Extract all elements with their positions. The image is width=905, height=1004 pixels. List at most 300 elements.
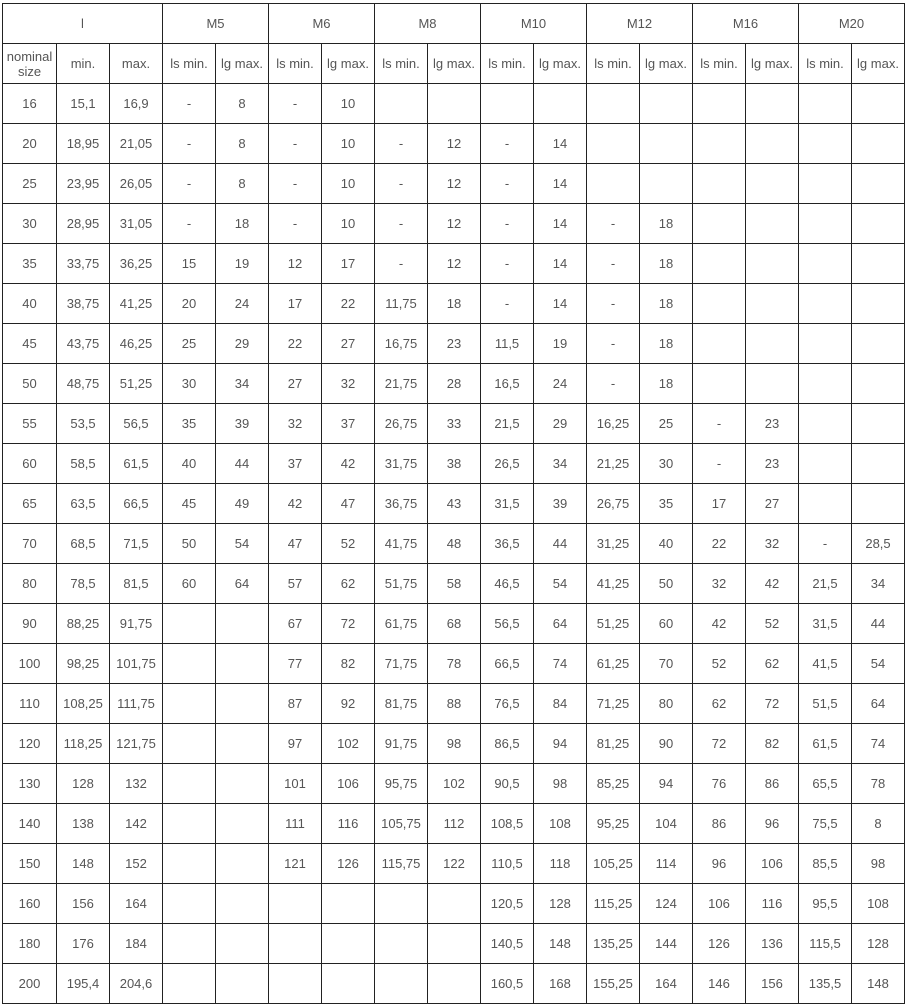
table-cell: 41,75 <box>375 524 428 564</box>
table-cell: 95,75 <box>375 764 428 804</box>
table-cell: 184 <box>110 924 163 964</box>
table-cell: 115,5 <box>799 924 852 964</box>
table-cell: 68,5 <box>57 524 110 564</box>
column-header: ls min. <box>375 44 428 84</box>
table-cell: - <box>587 364 640 404</box>
table-cell: 92 <box>322 684 375 724</box>
table-cell <box>216 684 269 724</box>
table-cell: 57 <box>269 564 322 604</box>
table-row <box>3 644 905 684</box>
table-cell: 39 <box>534 484 587 524</box>
table-cell: 40 <box>640 524 693 564</box>
table-cell: 31,5 <box>799 604 852 644</box>
table-cell: 37 <box>322 404 375 444</box>
table-cell: 64 <box>534 604 587 644</box>
table-cell: 16,25 <box>587 404 640 444</box>
table-cell: 10 <box>322 204 375 244</box>
table-cell: 90 <box>640 724 693 764</box>
table-cell <box>852 244 905 284</box>
header-m16: M16 <box>693 4 799 44</box>
table-cell: 115,75 <box>375 844 428 884</box>
table-cell: 22 <box>269 324 322 364</box>
table-cell: 28 <box>428 364 481 404</box>
table-cell <box>322 924 375 964</box>
table-cell: 124 <box>640 884 693 924</box>
table-cell <box>799 364 852 404</box>
table-cell: 60 <box>640 604 693 644</box>
table-cell: 38,75 <box>57 284 110 324</box>
table-cell: - <box>269 124 322 164</box>
table-cell: 54 <box>534 564 587 604</box>
table-cell: 87 <box>269 684 322 724</box>
table-cell: 70 <box>640 644 693 684</box>
column-header: ls min. <box>587 44 640 84</box>
table-cell: 42 <box>693 604 746 644</box>
table-row <box>3 484 905 524</box>
table-cell: 97 <box>269 724 322 764</box>
table-cell <box>799 284 852 324</box>
table-cell: 26,5 <box>481 444 534 484</box>
table-cell: 112 <box>428 804 481 844</box>
table-cell: 18 <box>640 364 693 404</box>
table-cell: 54 <box>852 644 905 684</box>
table-row <box>3 924 905 964</box>
table-cell: 23,95 <box>57 164 110 204</box>
table-cell: 46,25 <box>110 324 163 364</box>
table-cell <box>322 964 375 1004</box>
table-cell <box>216 644 269 684</box>
table-cell: 12 <box>428 124 481 164</box>
table-cell: - <box>163 124 216 164</box>
table-cell: 47 <box>269 524 322 564</box>
table-cell <box>269 884 322 924</box>
table-cell <box>799 444 852 484</box>
nominal-size-cell: 45 <box>3 324 57 364</box>
table-cell: 101 <box>269 764 322 804</box>
table-cell: - <box>587 284 640 324</box>
table-cell <box>746 164 799 204</box>
table-cell: - <box>481 124 534 164</box>
nominal-size-cell: 25 <box>3 164 57 204</box>
table-cell <box>163 724 216 764</box>
table-cell: 156 <box>57 884 110 924</box>
table-cell: - <box>269 84 322 124</box>
table-cell: 138 <box>57 804 110 844</box>
table-cell: 17 <box>322 244 375 284</box>
table-cell: 48 <box>428 524 481 564</box>
table-cell <box>269 924 322 964</box>
table-cell: 86 <box>693 804 746 844</box>
table-cell: 14 <box>534 244 587 284</box>
table-cell: 18 <box>216 204 269 244</box>
table-cell: 19 <box>216 244 269 284</box>
table-cell: 85,5 <box>799 844 852 884</box>
column-header: min. <box>57 44 110 84</box>
table-cell <box>746 204 799 244</box>
table-cell: 50 <box>640 564 693 604</box>
table-cell: 12 <box>428 244 481 284</box>
table-cell <box>322 884 375 924</box>
table-cell: 120,5 <box>481 884 534 924</box>
table-cell <box>693 204 746 244</box>
table-cell: 71,5 <box>110 524 163 564</box>
table-cell: 84 <box>534 684 587 724</box>
nominal-size-cell: 60 <box>3 444 57 484</box>
table-cell: - <box>375 204 428 244</box>
table-cell <box>640 124 693 164</box>
table-cell: 11,75 <box>375 284 428 324</box>
header-m20: M20 <box>799 4 905 44</box>
table-cell: 43,75 <box>57 324 110 364</box>
table-cell: 31,75 <box>375 444 428 484</box>
table-cell: 102 <box>322 724 375 764</box>
table-cell: 31,5 <box>481 484 534 524</box>
table-cell: 26,75 <box>587 484 640 524</box>
column-header-nominal-size: nominal size <box>3 44 57 84</box>
table-cell: 102 <box>428 764 481 804</box>
table-cell <box>799 84 852 124</box>
table-cell <box>746 364 799 404</box>
table-cell: 74 <box>534 644 587 684</box>
table-cell: 28,95 <box>57 204 110 244</box>
table-cell <box>163 924 216 964</box>
table-cell <box>746 244 799 284</box>
table-row <box>3 564 905 604</box>
header-m12: M12 <box>587 4 693 44</box>
table-cell: 38 <box>428 444 481 484</box>
table-cell: 24 <box>216 284 269 324</box>
table-cell: 12 <box>428 204 481 244</box>
table-cell: 42 <box>322 444 375 484</box>
table-cell: 71,25 <box>587 684 640 724</box>
table-cell: - <box>481 244 534 284</box>
table-cell: 30 <box>640 444 693 484</box>
table-cell: 31,05 <box>110 204 163 244</box>
nominal-size-cell: 50 <box>3 364 57 404</box>
table-cell: - <box>163 84 216 124</box>
nominal-size-cell: 120 <box>3 724 57 764</box>
table-cell: 51,25 <box>110 364 163 404</box>
table-cell <box>852 284 905 324</box>
table-row <box>3 444 905 484</box>
table-cell: 56,5 <box>110 404 163 444</box>
table-cell: 32 <box>322 364 375 404</box>
nominal-size-cell: 55 <box>3 404 57 444</box>
table-cell: 136 <box>746 924 799 964</box>
table-cell <box>852 324 905 364</box>
table-cell: 65,5 <box>799 764 852 804</box>
table-cell: 148 <box>852 964 905 1004</box>
table-cell: 31,25 <box>587 524 640 564</box>
table-cell <box>481 84 534 124</box>
table-cell <box>163 684 216 724</box>
nominal-size-cell: 110 <box>3 684 57 724</box>
table-cell: - <box>269 204 322 244</box>
column-header: lg max. <box>322 44 375 84</box>
table-cell: 8 <box>216 84 269 124</box>
column-header: lg max. <box>640 44 693 84</box>
table-cell: 78 <box>852 764 905 804</box>
column-header: lg max. <box>216 44 269 84</box>
table-cell: 15,1 <box>57 84 110 124</box>
table-cell: 78,5 <box>57 564 110 604</box>
table-cell: - <box>693 404 746 444</box>
table-row <box>3 204 905 244</box>
table-cell: - <box>587 244 640 284</box>
table-cell <box>799 484 852 524</box>
table-cell: 72 <box>322 604 375 644</box>
table-cell: 14 <box>534 204 587 244</box>
table-cell <box>216 924 269 964</box>
table-row <box>3 884 905 924</box>
table-cell: 126 <box>322 844 375 884</box>
table-cell: 148 <box>534 924 587 964</box>
table-cell <box>746 284 799 324</box>
table-cell: 110,5 <box>481 844 534 884</box>
table-cell: 126 <box>693 924 746 964</box>
table-cell <box>852 84 905 124</box>
table-cell: 86 <box>746 764 799 804</box>
table-cell: 23 <box>746 404 799 444</box>
table-cell <box>799 204 852 244</box>
table-cell: 30 <box>163 364 216 404</box>
nominal-size-cell: 140 <box>3 804 57 844</box>
nominal-size-cell: 130 <box>3 764 57 804</box>
table-cell: 18,95 <box>57 124 110 164</box>
table-cell: - <box>269 164 322 204</box>
table-cell: 148 <box>57 844 110 884</box>
table-cell: 176 <box>57 924 110 964</box>
dimension-table <box>2 3 905 1004</box>
table-cell: 52 <box>746 604 799 644</box>
table-cell: 85,25 <box>587 764 640 804</box>
table-cell: 72 <box>746 684 799 724</box>
table-cell <box>375 84 428 124</box>
table-cell: 146 <box>693 964 746 1004</box>
table-row <box>3 724 905 764</box>
table-cell: 33,75 <box>57 244 110 284</box>
table-cell: 78 <box>428 644 481 684</box>
table-cell: 24 <box>534 364 587 404</box>
table-cell: 16,9 <box>110 84 163 124</box>
table-cell: 114 <box>640 844 693 884</box>
nominal-size-cell: 160 <box>3 884 57 924</box>
table-row <box>3 404 905 444</box>
table-cell: 18 <box>640 324 693 364</box>
table-cell: 98 <box>534 764 587 804</box>
table-cell: 95,5 <box>799 884 852 924</box>
column-header: ls min. <box>269 44 322 84</box>
table-cell: 62 <box>322 564 375 604</box>
table-cell: 76,5 <box>481 684 534 724</box>
table-cell: 21,5 <box>481 404 534 444</box>
table-cell: 128 <box>852 924 905 964</box>
table-cell: 18 <box>428 284 481 324</box>
column-header: ls min. <box>481 44 534 84</box>
nominal-size-cell: 35 <box>3 244 57 284</box>
table-cell: 88 <box>428 684 481 724</box>
table-cell: 32 <box>693 564 746 604</box>
table-cell: 12 <box>428 164 481 204</box>
table-cell <box>428 964 481 1004</box>
table-cell: 8 <box>216 124 269 164</box>
table-cell <box>693 244 746 284</box>
table-cell: 14 <box>534 284 587 324</box>
table-cell <box>799 164 852 204</box>
table-cell: 21,5 <box>799 564 852 604</box>
table-cell <box>216 844 269 884</box>
table-cell: 53,5 <box>57 404 110 444</box>
table-cell: 74 <box>852 724 905 764</box>
table-cell: 41,5 <box>799 644 852 684</box>
table-cell: 61,5 <box>799 724 852 764</box>
table-cell: 142 <box>110 804 163 844</box>
table-cell <box>163 644 216 684</box>
table-cell: 96 <box>746 804 799 844</box>
table-row <box>3 84 905 124</box>
table-cell: 34 <box>216 364 269 404</box>
nominal-size-cell: 200 <box>3 964 57 1004</box>
table-cell: 61,75 <box>375 604 428 644</box>
table-cell: 132 <box>110 764 163 804</box>
table-cell <box>799 404 852 444</box>
table-cell: 36,25 <box>110 244 163 284</box>
table-cell: 72 <box>693 724 746 764</box>
table-cell: 20 <box>163 284 216 324</box>
table-cell: 10 <box>322 124 375 164</box>
table-cell <box>163 884 216 924</box>
table-cell: 64 <box>852 684 905 724</box>
table-cell: 60 <box>163 564 216 604</box>
table-cell <box>746 84 799 124</box>
header-length: l <box>3 4 163 44</box>
table-cell <box>163 844 216 884</box>
table-cell: 71,75 <box>375 644 428 684</box>
table-cell: 21,25 <box>587 444 640 484</box>
table-row <box>3 364 905 404</box>
table-cell: 26,75 <box>375 404 428 444</box>
table-cell <box>852 124 905 164</box>
table-cell: 82 <box>746 724 799 764</box>
table-cell: 116 <box>322 804 375 844</box>
table-cell: 34 <box>852 564 905 604</box>
table-cell <box>640 164 693 204</box>
table-cell: 95,25 <box>587 804 640 844</box>
table-cell: 35 <box>640 484 693 524</box>
table-cell: - <box>481 164 534 204</box>
table-cell: 155,25 <box>587 964 640 1004</box>
table-cell: 37 <box>269 444 322 484</box>
table-cell: 63,5 <box>57 484 110 524</box>
table-cell: 49 <box>216 484 269 524</box>
table-cell: 82 <box>322 644 375 684</box>
table-cell <box>587 84 640 124</box>
table-cell: 168 <box>534 964 587 1004</box>
table-cell: - <box>587 204 640 244</box>
table-cell: 33 <box>428 404 481 444</box>
table-cell: 108 <box>852 884 905 924</box>
table-cell <box>428 924 481 964</box>
table-cell <box>428 884 481 924</box>
nominal-size-cell: 40 <box>3 284 57 324</box>
table-cell: 25 <box>163 324 216 364</box>
nominal-size-cell: 90 <box>3 604 57 644</box>
nominal-size-cell: 20 <box>3 124 57 164</box>
table-cell: 91,75 <box>375 724 428 764</box>
table-cell: 34 <box>534 444 587 484</box>
table-cell: 118 <box>534 844 587 884</box>
table-cell: 35 <box>163 404 216 444</box>
header-m10: M10 <box>481 4 587 44</box>
table-cell: 25 <box>640 404 693 444</box>
table-cell <box>852 164 905 204</box>
table-cell: 111,75 <box>110 684 163 724</box>
table-row <box>3 524 905 564</box>
table-row <box>3 804 905 844</box>
table-cell: 195,4 <box>57 964 110 1004</box>
table-cell: 67 <box>269 604 322 644</box>
table-cell: - <box>375 244 428 284</box>
table-row <box>3 164 905 204</box>
table-row <box>3 964 905 1004</box>
table-row <box>3 244 905 284</box>
table-cell: 51,5 <box>799 684 852 724</box>
table-cell: 22 <box>693 524 746 564</box>
table-cell: 44 <box>216 444 269 484</box>
nominal-size-cell: 150 <box>3 844 57 884</box>
table-cell: 18 <box>640 204 693 244</box>
table-cell: 16,75 <box>375 324 428 364</box>
table-cell <box>216 604 269 644</box>
table-cell: 61,25 <box>587 644 640 684</box>
header-row-groups <box>3 4 905 44</box>
table-cell: 41,25 <box>587 564 640 604</box>
table-cell: - <box>163 164 216 204</box>
table-cell: 94 <box>640 764 693 804</box>
table-cell: 15 <box>163 244 216 284</box>
table-cell: 32 <box>746 524 799 564</box>
table-cell <box>375 924 428 964</box>
table-cell: 98,25 <box>57 644 110 684</box>
table-cell: 52 <box>322 524 375 564</box>
table-cell: 8 <box>216 164 269 204</box>
table-cell: 152 <box>110 844 163 884</box>
table-cell: 94 <box>534 724 587 764</box>
table-cell: 16,5 <box>481 364 534 404</box>
table-cell <box>799 124 852 164</box>
table-cell: 62 <box>746 644 799 684</box>
table-cell: 88,25 <box>57 604 110 644</box>
table-cell: 29 <box>216 324 269 364</box>
column-header: ls min. <box>693 44 746 84</box>
table-cell <box>693 124 746 164</box>
table-cell: - <box>587 324 640 364</box>
nominal-size-cell: 180 <box>3 924 57 964</box>
table-cell <box>693 84 746 124</box>
table-cell: 121 <box>269 844 322 884</box>
table-cell: 118,25 <box>57 724 110 764</box>
table-cell: 122 <box>428 844 481 884</box>
column-header: lg max. <box>746 44 799 84</box>
table-cell: 21,75 <box>375 364 428 404</box>
table-cell: - <box>481 204 534 244</box>
table-cell: 144 <box>640 924 693 964</box>
column-header: lg max. <box>534 44 587 84</box>
table-cell: 27 <box>746 484 799 524</box>
column-header: ls min. <box>799 44 852 84</box>
table-cell: 32 <box>269 404 322 444</box>
table-cell: 98 <box>852 844 905 884</box>
